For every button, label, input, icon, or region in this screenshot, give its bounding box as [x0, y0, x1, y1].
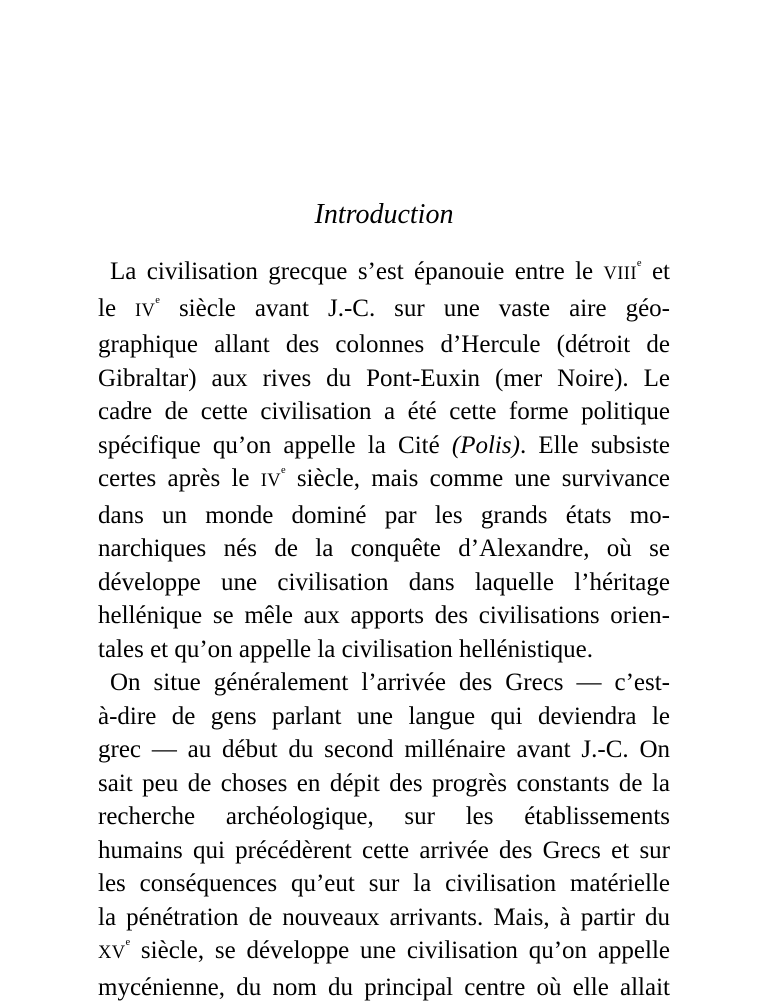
- text-line: cadre de cette civilisation a été cette forme politique: [98, 395, 670, 429]
- text-line: mycénienne, du nom du principal centre où elle allait: [98, 971, 670, 1004]
- body-text: [98, 255, 670, 1004]
- text-line: le IVe siècle avant J.-C. sur une vaste aire géo-: [98, 292, 670, 329]
- text-line: narchiques nés de la conquête d’Alexandre, où se: [98, 532, 670, 566]
- text-line: les conséquences qu’eut sur la civilisation matérielle: [98, 867, 670, 901]
- chapter-title: Introduction: [0, 198, 768, 232]
- text-line: On situe généralement l’arrivée des Grecs — c’est-: [98, 666, 670, 700]
- text-line: tales et qu’on appelle la civilisation hellénistique.: [98, 633, 670, 667]
- text-line: dans un monde dominé par les grands états mo-: [98, 499, 670, 533]
- text-line: sait peu de choses en dépit des progrès constants de la: [98, 767, 670, 801]
- text-line: Gibraltar) aux rives du Pont-Euxin (mer Noire). Le: [98, 362, 670, 396]
- text-line: graphique allant des colonnes d’Hercule (détroit de: [98, 328, 670, 362]
- paragraph-1: [98, 255, 670, 666]
- paragraph-2: [98, 666, 670, 1004]
- text-line: à-dire de gens parlant une langue qui deviendra le: [98, 700, 670, 734]
- text-line: La civilisation grecque s’est épanouie entre le VIIIe et: [98, 255, 670, 292]
- text-line: développe une civilisation dans laquelle l’héritage: [98, 566, 670, 600]
- text-line: XVe siècle, se développe une civilisation qu’on appelle: [98, 934, 670, 971]
- text-line: spécifique qu’on appelle la Cité (Polis). Elle subsiste: [98, 429, 670, 463]
- text-line: certes après le IVe siècle, mais comme une survivance: [98, 462, 670, 499]
- text-line: grec — au début du second millénaire avant J.-C. On: [98, 733, 670, 767]
- text-line: hellénique se mêle aux apports des civilisations orien-: [98, 599, 670, 633]
- text-line: recherche archéologique, sur les établissements: [98, 800, 670, 834]
- text-line: humains qui précédèrent cette arrivée des Grecs et sur: [98, 834, 670, 868]
- text-line: la pénétration de nouveaux arrivants. Mais, à partir du: [98, 901, 670, 935]
